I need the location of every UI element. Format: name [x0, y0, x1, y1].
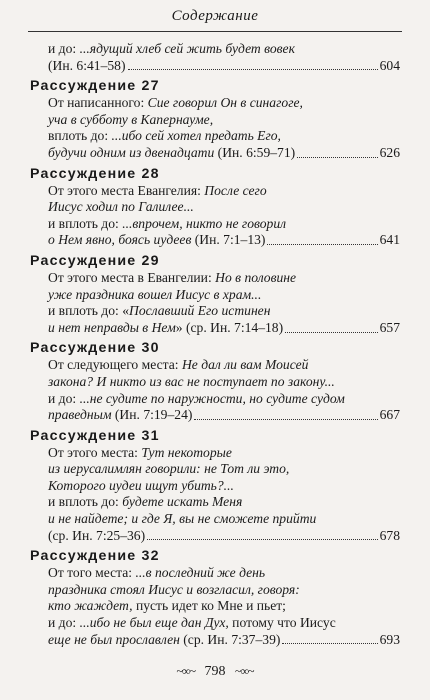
section-heading: Рассуждение 31	[30, 427, 160, 444]
toc-endline	[30, 632, 400, 649]
toc-line	[30, 461, 400, 478]
toc-line-quote: Которого иудеи ищут убить?...	[48, 477, 234, 493]
toc-line-plain: От этого места:	[48, 444, 142, 460]
toc-line-quote: ...не судите по наружности, но судите судом	[79, 390, 345, 406]
page-ref: 657	[379, 319, 400, 335]
toc-line-quote: уже праздника вошел Иисус в храм...	[48, 286, 262, 302]
section-heading: Рассуждение 29	[30, 252, 160, 269]
dot-leader	[285, 332, 377, 333]
toc-line-quote: о Нем явно, боясь иудеев	[48, 232, 192, 248]
toc-line-quote: ...ибо сей хотел предать Его,	[111, 128, 281, 144]
toc-line-plain: От этого места Евангелия:	[48, 182, 205, 198]
toc-line	[30, 565, 400, 582]
toc-sections	[30, 77, 400, 648]
section-heading: Рассуждение 30	[30, 340, 160, 357]
running-header: Содержание	[28, 8, 402, 32]
toc-line-quote: закона? И никто из вас не поступает по закону...	[48, 373, 335, 389]
toc-line	[30, 303, 400, 320]
toc-line	[30, 216, 400, 233]
table-of-contents	[30, 41, 400, 648]
toc-line-plain: потому что Иисус	[232, 615, 336, 631]
ornament-left-icon: ~∞~	[176, 664, 195, 678]
toc-line	[30, 615, 400, 632]
toc-endline	[30, 232, 400, 249]
toc-line-plain: и вплоть до: «	[48, 303, 129, 319]
dot-leader	[147, 539, 377, 540]
toc-endline-text	[48, 232, 265, 249]
toc-line	[30, 582, 400, 599]
toc-endline-text	[48, 320, 283, 337]
toc-endline-text	[48, 632, 280, 649]
toc-line-quote: будучи одним из двенадцати	[48, 144, 215, 160]
toc-line	[30, 183, 400, 200]
toc-line-plain: и до:	[48, 615, 80, 631]
section-heading: Рассуждение 32	[30, 548, 160, 565]
page-ref: 626	[379, 144, 400, 160]
toc-line-quote: Тут некоторые	[141, 444, 232, 460]
toc-section	[30, 77, 400, 161]
toc-line-quote: Не дал ли вам Моисей	[181, 357, 309, 373]
toc-line	[30, 478, 400, 495]
toc-line	[30, 391, 400, 408]
page-ref: 604	[379, 57, 400, 73]
dot-leader	[128, 69, 378, 70]
toc-line-quote: праздника стоял Иисус и возгласил, говоря:	[48, 581, 300, 597]
toc-endline	[30, 528, 400, 545]
toc-line	[30, 445, 400, 462]
section-heading: Рассуждение 27	[30, 78, 160, 95]
toc-line-plain: От написанного:	[48, 95, 148, 111]
toc-line-quote: праведным	[48, 407, 112, 423]
toc-line	[30, 95, 400, 112]
page-footer	[0, 664, 430, 680]
toc-line-quote: и нет неправды в Нем	[48, 319, 176, 335]
toc-line	[30, 374, 400, 391]
toc-section	[30, 339, 400, 423]
toc-endline	[30, 320, 400, 337]
toc-line-quote: будете искать Меня	[122, 494, 243, 510]
toc-line-plain: вплоть до:	[48, 128, 112, 144]
ornament-right-icon: ~∞~	[235, 664, 254, 678]
page-ref: 667	[379, 407, 400, 423]
toc-reference: (Ин. 6:59–71)	[214, 144, 296, 160]
toc-line-quote: Сие говорил Он в синагоге,	[147, 95, 303, 111]
toc-line	[30, 199, 400, 216]
toc-line-quote: еще не был прославлен	[48, 631, 180, 647]
toc-line	[30, 598, 400, 615]
toc-line	[30, 357, 400, 374]
toc-reference: (Ин. 7:19–24)	[111, 407, 193, 423]
toc-section	[30, 165, 400, 249]
dot-leader	[194, 419, 377, 420]
toc-line-quote: ...ибо не был еще дан Дух,	[79, 615, 233, 631]
page-ref: 693	[379, 631, 400, 647]
toc-line-quote: Пославший Его истинен	[129, 303, 271, 319]
toc-line-quote: и не найдете; и где Я, вы не сможете прийти	[48, 511, 317, 527]
dot-leader	[282, 643, 377, 644]
toc-line-quote: из иерусалимлян говорили: не Тот ли это,	[48, 461, 290, 477]
toc-line	[30, 287, 400, 304]
toc-reference: (ср. Ин. 7:25–36)	[48, 527, 146, 543]
toc-line	[30, 270, 400, 287]
section-heading: Рассуждение 28	[30, 165, 160, 182]
toc-line	[30, 128, 400, 145]
toc-reference: (ср. Ин. 7:37–39)	[179, 631, 281, 647]
toc-line-quote: уча в субботу в Капернауме,	[48, 111, 214, 127]
toc-endline-text	[48, 407, 192, 424]
toc-line	[30, 112, 400, 129]
toc-line-quote: ...в последний же день	[135, 565, 266, 581]
page-ref: 641	[379, 232, 400, 248]
page-ref: 678	[379, 527, 400, 543]
toc-reference: (Ин. 7:1–13)	[191, 232, 266, 248]
toc-line-plain: и до:	[48, 390, 80, 406]
toc-reference: » (ср. Ин. 7:14–18)	[175, 319, 284, 335]
toc-section	[30, 252, 400, 336]
toc-line-plain: и вплоть до:	[48, 215, 123, 231]
toc-line	[30, 511, 400, 528]
toc-section	[30, 427, 400, 545]
toc-line-plain: От этого места в Евангелии:	[48, 269, 216, 285]
toc-line-quote: После сего	[204, 182, 267, 198]
toc-line-plain: и до:	[48, 41, 80, 56]
toc-line	[30, 494, 400, 511]
toc-line-quote: Но в половине	[215, 269, 297, 285]
toc-endline	[30, 145, 400, 162]
toc-line-plain: От того места:	[48, 565, 136, 581]
dot-leader	[297, 157, 377, 158]
toc-endline	[30, 407, 400, 424]
toc-line-quote: кто жаждет,	[48, 598, 136, 614]
dot-leader	[267, 244, 377, 245]
toc-line-quote: Иисус ходил по Галилее...	[48, 199, 194, 215]
toc-line	[30, 41, 400, 58]
toc-endline	[30, 58, 400, 75]
toc-line-plain: От следующего места:	[48, 357, 182, 373]
toc-line-quote: ...ядущий хлеб сей жить будет вовек	[79, 41, 295, 56]
toc-reference: (Ин. 6:41–58)	[48, 57, 126, 73]
toc-endline-text	[48, 145, 295, 162]
page-number: 798	[204, 664, 226, 679]
toc-line-quote: ...впрочем, никто не говорил	[122, 215, 287, 231]
toc-entry-continued	[30, 41, 400, 74]
toc-section	[30, 547, 400, 648]
toc-line-plain: пусть идет ко Мне и пьет;	[135, 598, 286, 614]
toc-endline-text	[48, 528, 145, 545]
toc-line-plain: и вплоть до:	[48, 494, 123, 510]
